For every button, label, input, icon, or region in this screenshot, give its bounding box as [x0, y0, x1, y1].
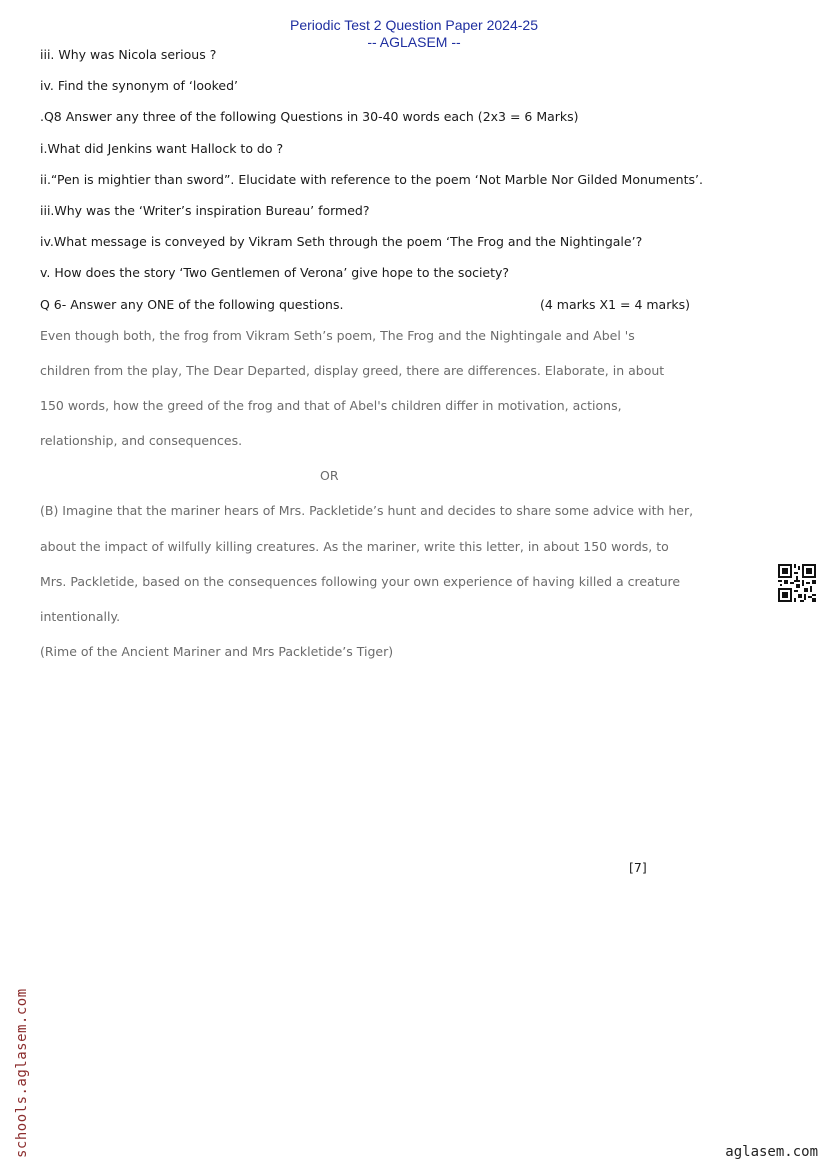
- page-title: Periodic Test 2 Question Paper 2024-25: [289, 17, 538, 33]
- answer-option-b: Mrs. Packletide, based on the consequences following your own experience of having killed a creature: [40, 574, 681, 589]
- question-line: iv.What message is conveyed by Vikram Seth through the poem ‘The Frog and the Nightingale’?: [40, 234, 643, 249]
- side-watermark: schools.aglasem.com: [14, 988, 30, 1158]
- question-line: iv. Find the synonym of ‘looked’: [40, 78, 239, 93]
- answer-option-b: (B) Imagine that the mariner hears of Mrs. Packletide’s hunt and decides to share some advice with her,: [40, 503, 694, 518]
- question-heading: .Q8 Answer any three of the following Questions in 30-40 words each (2x3 = 6 Marks): [40, 109, 579, 124]
- page-number: [7]: [629, 860, 647, 875]
- question-line: v. How does the story ‘Two Gentlemen of Verona’ give hope to the society?: [40, 265, 510, 280]
- question-heading: Q 6- Answer any ONE of the following questions.: [40, 297, 344, 312]
- or-separator: OR: [320, 468, 339, 483]
- question-line: iii.Why was the ‘Writer’s inspiration Bureau’ formed?: [40, 203, 370, 218]
- answer-option-b: (Rime of the Ancient Mariner and Mrs Packletide’s Tiger): [40, 644, 394, 659]
- question-line: iii. Why was Nicola serious ?: [40, 47, 217, 62]
- footer-watermark: aglasem.com: [725, 1144, 818, 1160]
- page-subtitle: -- AGLASEM --: [367, 34, 461, 50]
- qr-code-icon: [778, 564, 816, 602]
- answer-option-a: children from the play, The Dear Departed, display greed, there are differences. Elaborate, in about: [40, 363, 665, 378]
- answer-option-b: intentionally.: [40, 609, 121, 624]
- answer-option-b: about the impact of wilfully killing creatures. As the mariner, write this letter, in about 150 words, to: [40, 539, 669, 554]
- answer-option-a: 150 words, how the greed of the frog and that of Abel's children differ in motivation, actions,: [40, 398, 622, 413]
- question-line: ii.“Pen is mightier than sword”. Elucidate with reference to the poem ‘Not Marble Nor Gilded Monuments’.: [40, 172, 703, 187]
- marks-label: (4 marks X1 = 4 marks): [540, 297, 690, 312]
- answer-option-a: relationship, and consequences.: [40, 433, 243, 448]
- question-line: i.What did Jenkins want Hallock to do ?: [40, 141, 284, 156]
- answer-option-a: Even though both, the frog from Vikram Seth’s poem, The Frog and the Nightingale and Abel 's: [40, 328, 635, 343]
